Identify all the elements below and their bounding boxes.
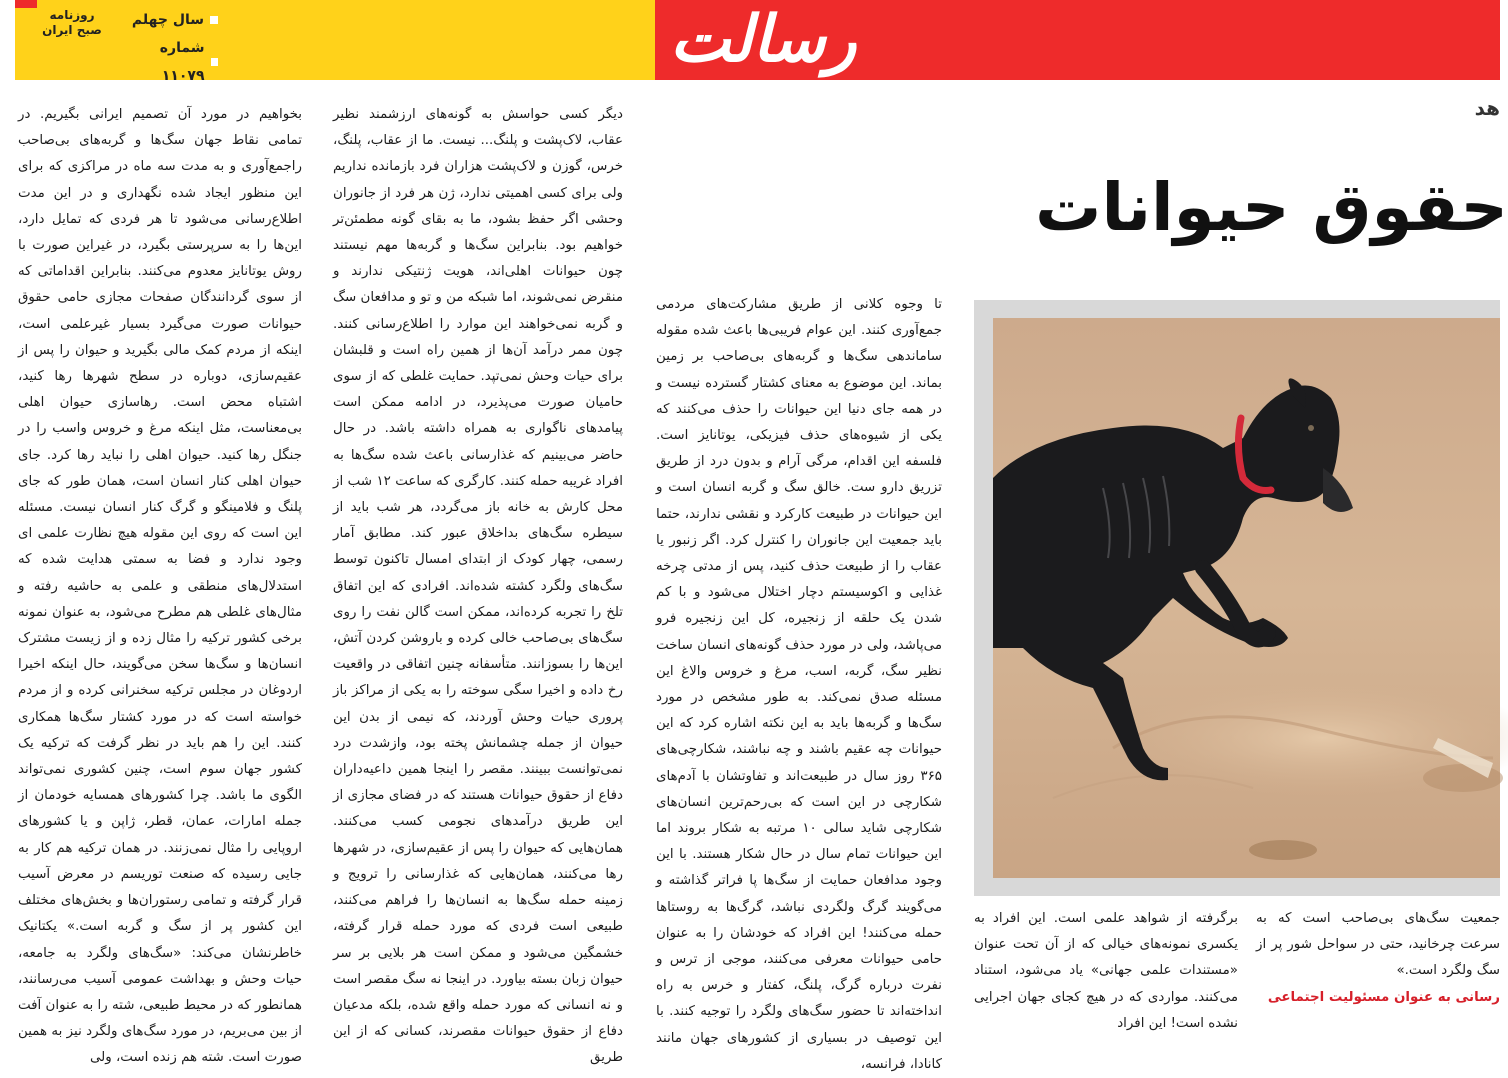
article-column-1: بخواهیم در مورد آن تصمیم ایرانی بگیریم. در تمامی نقاط جهان سگ‌ها و گربه‌های بی‌صاحب راجمع‌آوری و به مدت سه ماه در مراکزی که برای این منظور ایجاد شده نگهداری و در این مدت اطلاع‌رسانی می‌شود تا هر فردی که تمایل دارد، این‌ها را به سرپرستی بگیرد، در غیراین صورت با روش یوتانایز معدوم می‌کنند. بنابراین اقداماتی که از سوی گردانندگان صفحات مجازی حامی حقوق حیوانات صورت می‌گیرد بسیار غیرعلمی است، اینکه از مردم کمک مالی بگیرید و حیوان را پس از عقیم‌سازی، دوباره در سطح شهرها رها کنید، اشتباه محض است. رهاسازی حیوان اهلی بی‌معناست، مثل اینکه مرغ و خروس واسب را در جنگل رها کنید. حیوان اهلی را نباید رها کرد. جای حیوان اهلی کنار انسان است، همان طور که جای پلنگ و فلامینگو و گرگ کنار انسان نیست. مسئله این است که روی این مقوله هیچ نظارت علمی ای وجود ندارد و فضا به سمتی هدایت شده که استدلال‌های منطقی و علمی به حاشیه رفته و مثال‌های غلطی هم مطرح می‌شود، به عنوان نمونه برخی کشور ترکیه را مثال زده و از زیست مشترک انسان‌ها و سگ‌ها سخن می‌گویند، حال اینکه اخیرا اردوغان در مجلس ترکیه سخنرانی کرده و از مردم خواسته است که در مورد کشتار سگ‌ها همکاری کنند. این را هم باید در نظر گرفت که ترکیه یک کشور جهان سوم است، چنین کشوری نمی‌تواند الگوی ما باشد. چرا کشورهای همسایه خودمان از جمله امارات، عمان، قطر، ژاپن و یا کشورهای اروپایی را مثال نمی‌زنند. در همان ترکیه هم کار به جایی رسیده که صنعت توریسم در معرض آسیب قرار گرفته و تمامی رستوران‌ها و بخش‌های مختلف این کشور پر از سگ و گربه است.» یکتانیک خاطرنشان می‌کند: «سگ‌های ولگرد به جامعه، حیات وحش و بهداشت عمومی آسیب می‌رسانند، همانطور که در محیط طبیعی، شته را به عنوان آفت از بین می‌بریم، در مورد سگ‌های ولگرد نیز به همین صورت است. شته هم زنده است، ولی xyxy=(18,107,302,1066)
issue-info xyxy=(118,6,218,90)
paper-name-logo: روزنامه صبح ایران xyxy=(42,8,102,37)
column-5-text: جمعیت سگ‌های بی‌صاحب است که به سرعت چرخانید، حتی در سواحل شور پر از سگ ولگرد است.» xyxy=(1256,911,1500,979)
bullet-square-icon xyxy=(211,58,219,66)
bullet-square-icon xyxy=(210,16,218,24)
article-column-2: دیگر کسی حواسش به گونه‌های ارزشمند نظیر عقاب، لاک‌پشت و پلنگ... نیست. ما از عقاب، پلنگ، خرس، گوزن و لاک‌پشت هزاران فرد بازمانده نداریم ولی برای کسی اهمیتی ندارد، ژن هر فرد از جانوران وحشی اگر حفظ بشود، ما به بقای گونه مطمئن‌تر خواهیم بود. بنابراین سگ‌ها و گربه‌ها مهم نیستند چون حیوانات اهلی‌اند، هویت ژنتیکی ندارند و منقرض نمی‌شوند، اما شبکه من و تو و مدافعان سگ و گربه نمی‌خواهند این موارد را اطلاع‌رسانی کنند. چون ممر درآمد آن‌ها از همین راه است و قلبشان برای حیات وحش نمی‌تپد. حمایت غلطی که از سوی حامیان صورت می‌پذیرد، در ادامه ممکن است پیامدهای ناگواری به همراه داشته باشد. در حال حاضر می‌بینیم که غذارسانی باعث شده سگ‌ها به افراد غریبه حمله کنند. کارگری که ساعت ۱۲ شب از محل کارش به خانه باز می‌گردد، هر شب باید از سیطره سگ‌های بداخلاق عبور کند. مطابق آمار رسمی، چهار کودک از ابتدای امسال تاکنون توسط سگ‌های ولگرد کشته شده‌اند. افرادی که این اتفاق تلخ را تجربه کرده‌اند، ممکن است گالن نفت را روی سگ‌های بی‌صاحب خالی کرده و باروشن کردن آتش، این‌ها را بسوزانند. متأسفانه چنین اتفاقی در واقعیت رخ داده و اخیرا سگی سوخته را به یکی از مراکز باز پروری حیات وحش آوردند، که نیمی از بدن این حیوان از جمله چشمانش پخته بود، وازشدت درد نمی‌توانست ببینند. مقصر را اینجا همین داعیه‌داران دفاع از حقوق حیوانات هستند که در فضای مجازی از این طریق درآمدهای نجومی کسب می‌کنند. همان‌هایی که حیوان را پس از عقیم‌سازی، در شهرها رها می‌کنند، همان‌هایی که غذارسانی را ترویج و زمینه حمله سگ‌ها به انسان‌ها را فراهم می‌کنند، طبیعی است فردی که مورد حمله قرار گرفته، خشمگین می‌شود و ممکن است هر بلایی بر سر حیوان زبان بسته بیاورد. در اینجا نه سگ مقصر است و نه انسانی که مورد حمله واقع شده، بلکه مدعیان دفاع از حقوق حیوانات مقصرند، کسانی که از این طریق xyxy=(333,107,624,1066)
running-dog-photo xyxy=(993,318,1500,878)
running-dog-icon xyxy=(993,318,1500,878)
year-label: سال چهلم xyxy=(131,12,204,28)
article-column-4: برگرفته از شواهد علمی است. این افراد به یکسری نمونه‌های خیالی که از آن تحت عنوان «مستندات علمی جهانی» یاد می‌شود، استناد می‌کنند. مواردی که در هیچ کجای جهان اجرایی نشده است! این افراد xyxy=(974,911,1238,1031)
issue-number: شماره ۱۱۰۷۹ xyxy=(159,40,205,84)
subheading-red: رسانی به عنوان مسئولیت اجتماعی xyxy=(1267,989,1500,1005)
masthead-logo: رسالت xyxy=(670,2,857,77)
top-red-corner-mark xyxy=(15,0,37,8)
headline: حقوق حیوانات xyxy=(1035,169,1508,246)
article-column-3: تا وجوه کلانی از طریق مشارکت‌های مردمی جمع‌آوری کنند. این عوام فریبی‌ها باعث شده مقوله ساماندهی سگ‌ها و گربه‌های بی‌صاحب بر زمین بماند. این موضوع به معنای کشتار گسترده نیست و در همه جای دنیا این حیوانات را حذف می‌کنند که یکی از شیوه‌های حذف فیزیکی، یوتانایز است. فلسفه این اقدام، مرگی آرام و بدون درد از طریق تزریق دارو ست. خالق سگ و گربه انسان است و این حیوانات در طبیعت کارکرد و نقشی ندارند، حتما باید جمعیت این جانوران را کنترل کرد. اگر زنبور یا عقاب را از طبیعت حذف کنید، پس از مدتی چرخه غذایی و اکوسیستم دچار اختلال می‌شود و با کم شدن یک حلقه از زنجیره، کل این زنجیره فرو می‌پاشد، ولی در مورد حذف گونه‌های انسان ساخت نظیر سگ، گربه، اسب، مرغ و خروس والاغ این مسئله صدق نمی‌کند. به طور مشخص در مورد سگ‌ها و گربه‌ها باید به این نکته اشاره کرد که این حیوانات چه عقیم باشند و چه نباشند، شکارچی‌های ۳۶۵ روز سال در طبیعت‌اند و تفاوتشان با آدم‌های شکارچی در این است که بی‌رحم‌ترین انسان‌های شکارچی شاید سالی ۱۰ مرتبه به شکار بروند اما این حیوانات تمام سال در حال شکار هستند. با این وجود مدافعان حمایت از سگ‌ها پا فراتر گذاشته و می‌گویند گرگ ولگردی نباشد، گرگ‌ها به روستاها حمله می‌کنند! این افراد که خودشان را به عنوان حامی حیوانات معرفی می‌کنند، موجی از ترس و نفرت درباره گرگ، پلنگ، کفتار و خرس به راه انداخته‌اند تا حضور سگ‌های ولگرد را توجیه کنند. با این توصیف در بسیاری از کشورهای جهان مانند کانادا، فرانسه، xyxy=(656,297,943,1072)
headline-kicker: هد xyxy=(1474,96,1500,120)
article-column-5 xyxy=(1256,906,1500,1026)
top-yellow-bar xyxy=(15,0,655,80)
